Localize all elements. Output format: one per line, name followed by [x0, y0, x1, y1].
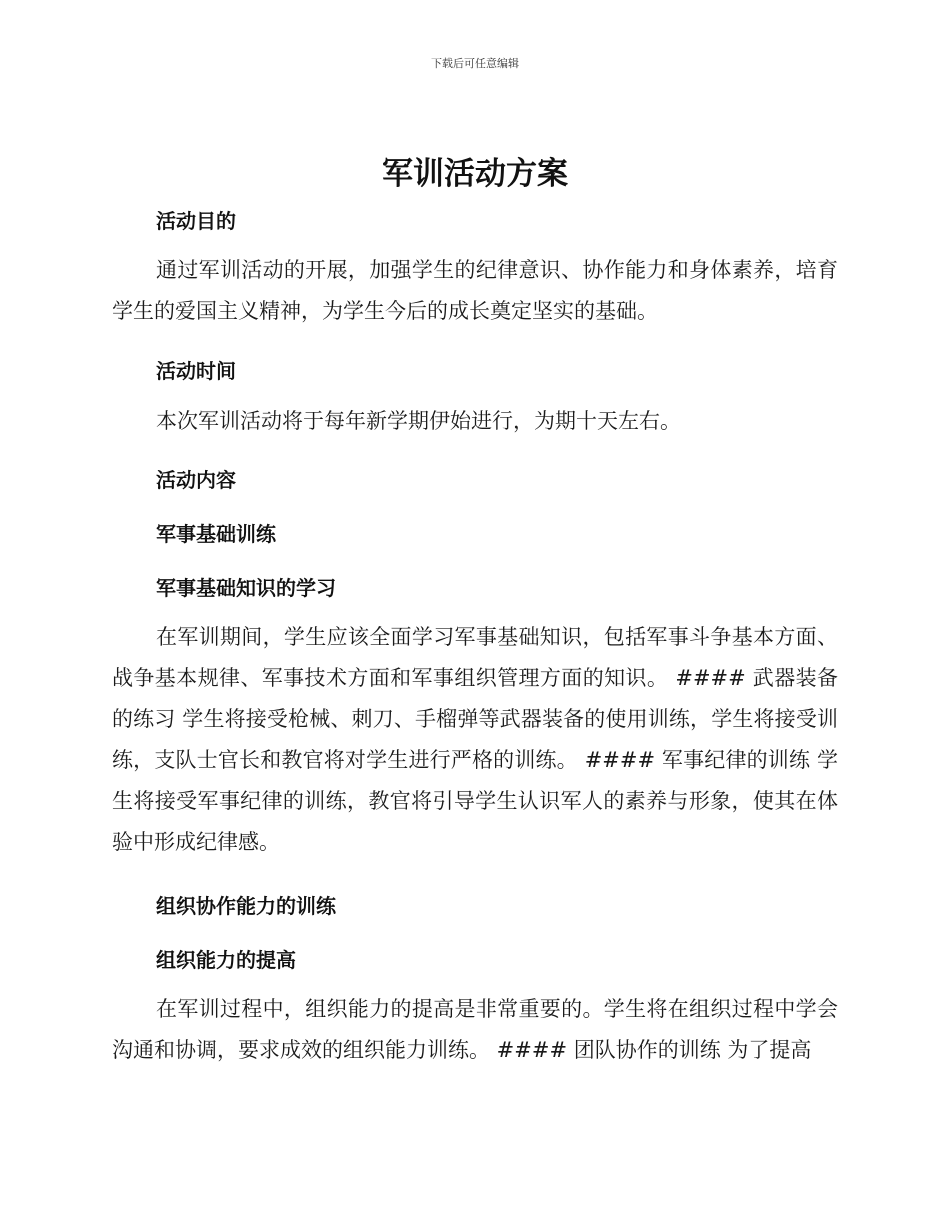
- paragraph-org-improve: 在军训过程中，组织能力的提高是非常重要的。学生将在组织过程中学会沟通和协调，要求成效的组织能力训练。 #### 团队协作的训练 为了提高: [112, 997, 838, 1062]
- section-heading-military-training: 军事基础训练: [156, 522, 276, 546]
- section-heading-time: 活动时间: [156, 359, 236, 383]
- document-title: 军训活动方案: [382, 156, 568, 192]
- section-heading-military-knowledge: 军事基础知识的学习: [156, 576, 336, 600]
- page-header-note: 下载后可任意编辑: [431, 57, 519, 70]
- document-body: [112, 150, 838, 1071]
- paragraph-purpose: 通过军训活动的开展，加强学生的纪律意识、协作能力和身体素养，培育学生的爱国主义精神，为学生今后的成长奠定坚实的基础。: [112, 258, 838, 323]
- paragraph-military-knowledge: 在军训期间，学生应该全面学习军事基础知识，包括军事斗争基本方面、战争基本规律、军事技术方面和军事组织管理方面的知识。 #### 武器装备的练习 学生将接受枪械、刺刀、手榴弹等武器装备的使用训练，学生将接受训练，支队士官长和教官将对学生进行严格的训练。 #### 军事纪律的训练 学生将接受军事纪律的训练，教官将引导学生认识军人的素养与形象，使其在体验中形成纪律感。: [112, 625, 838, 854]
- section-heading-org-improve: 组织能力的提高: [156, 948, 296, 972]
- paragraph-time: 本次军训活动将于每年新学期伊始进行，为期十天左右。: [156, 409, 681, 433]
- section-heading-org-training: 组织协作能力的训练: [156, 894, 336, 918]
- section-heading-content: 活动内容: [156, 468, 236, 492]
- section-heading-purpose: 活动目的: [156, 209, 236, 233]
